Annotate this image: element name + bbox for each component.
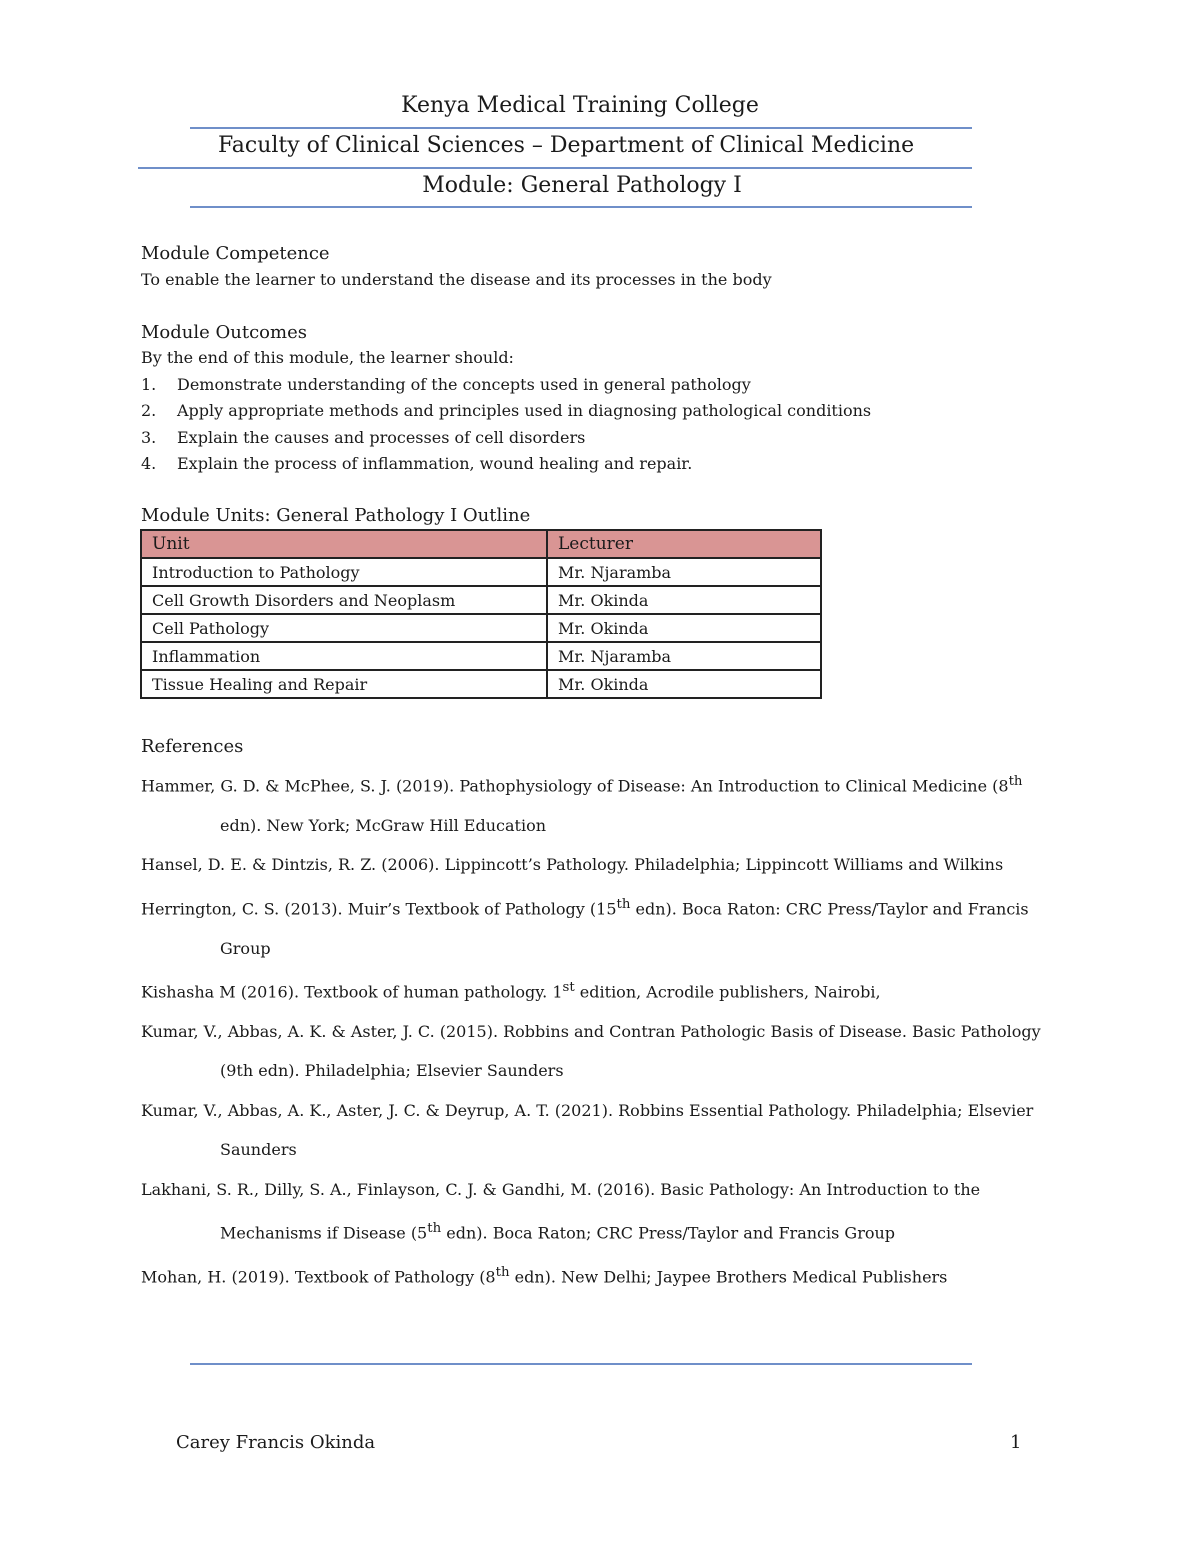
table-row: [141, 614, 821, 642]
reference-text-tail: edn). Boca Raton; CRC Press/Taylor and Francis Group: [441, 1223, 896, 1243]
lecturer-cell: Mr. Okinda: [547, 670, 821, 698]
institution-title: Kenya Medical Training College: [401, 93, 759, 118]
units-heading: Module Units: General Pathology I Outline: [141, 505, 531, 526]
reference-item: [141, 968, 1061, 1012]
list-number: 2.: [141, 401, 157, 421]
units-table: [140, 529, 822, 699]
list-item: [141, 453, 871, 479]
unit-cell: Introduction to Pathology: [141, 558, 547, 586]
reference-item: [141, 1170, 1061, 1253]
reference-text: Herrington, C. S. (2013). Muir’s Textbook of Pathology (15: [141, 899, 617, 919]
lecturer-cell: Mr. Njaramba: [547, 558, 821, 586]
reference-superscript: th: [616, 896, 631, 912]
header-rule-1: [190, 127, 972, 129]
list-item: [141, 427, 871, 453]
list-number: 1.: [141, 375, 157, 394]
list-item: [141, 400, 871, 426]
outcomes-heading: Module Outcomes: [141, 322, 307, 343]
footer-author: Carey Francis Okinda: [176, 1432, 376, 1453]
list-text: Demonstrate understanding of the concepts used in general pathology: [177, 375, 751, 394]
unit-cell: Cell Pathology: [141, 614, 547, 642]
unit-cell: Cell Growth Disorders and Neoplasm: [141, 586, 547, 614]
references-list: [141, 762, 1061, 1297]
reference-superscript: th: [1008, 774, 1023, 789]
reference-item: [141, 1012, 1061, 1091]
reference-text: Hansel, D. E. & Dintzis, R. Z. (2006). Lippincott’s Pathology. Philadelphia; Lippincott Williams and Wilkins: [141, 855, 1004, 875]
list-item: [141, 374, 871, 400]
table-row: [141, 642, 821, 670]
reference-text: Kishasha M (2016). Textbook of human pathology. 1: [141, 982, 563, 1002]
reference-item: [141, 762, 1061, 845]
reference-text: Kumar, V., Abbas, A. K. & Aster, J. C. (2015). Robbins and Contran Pathologic Basis of Disease. Basic Pathology (9th edn). Philadelphia; Elsevier Saunders: [141, 1021, 1041, 1081]
list-text: Explain the process of inflammation, wound healing and repair.: [177, 453, 693, 473]
references-heading: References: [141, 736, 244, 757]
table-row: [141, 558, 821, 586]
header-rule-2: [138, 167, 972, 169]
list-text: Apply appropriate methods and principles used in diagnosing pathological conditions: [177, 401, 872, 421]
list-text: Explain the causes and processes of cell disorders: [177, 427, 586, 447]
footer-rule: [190, 1363, 972, 1365]
reference-text: Mohan, H. (2019). Textbook of Pathology (8: [141, 1267, 496, 1287]
list-number: 4.: [141, 453, 157, 473]
lecturer-cell: Mr. Okinda: [547, 586, 821, 614]
reference-item: [141, 885, 1061, 968]
column-header-unit: Unit: [141, 530, 547, 558]
reference-text-tail: edn). New Delhi; Jaypee Brothers Medical Publishers: [509, 1267, 948, 1287]
reference-superscript: st: [562, 980, 575, 996]
header-rule-3: [190, 206, 972, 208]
table-header-row: [141, 530, 821, 558]
reference-text: Lakhani, S. R., Dilly, S. A., Finlayson, C. J. & Gandhi, M. (2016). Basic Pathology: An Introduction to the Mechanisms if Disease (5: [141, 1179, 981, 1243]
reference-item: [141, 1253, 1061, 1297]
reference-text: Kumar, V., Abbas, A. K., Aster, J. C. & Deyrup, A. T. (2021). Robbins Essential Pathology. Philadelphia; Elsevier Saunders: [141, 1100, 1034, 1160]
outcomes-intro: By the end of this module, the learner should:: [141, 348, 514, 367]
column-header-lecturer: Lecturer: [547, 530, 821, 558]
outcomes-list: [141, 374, 871, 479]
reference-text-tail: edition, Acrodile publishers, Nairobi,: [574, 982, 881, 1002]
lecturer-cell: Mr. Njaramba: [547, 642, 821, 670]
reference-item: [141, 845, 1061, 885]
faculty-title: Faculty of Clinical Sciences – Department of Clinical Medicine: [218, 133, 915, 158]
unit-cell: Tissue Healing and Repair: [141, 670, 547, 698]
module-title: Module: General Pathology I: [422, 173, 742, 198]
list-number: 3.: [141, 427, 157, 447]
page-number: 1: [1010, 1432, 1022, 1453]
table-row: [141, 670, 821, 698]
reference-item: [141, 1091, 1061, 1170]
unit-cell: Inflammation: [141, 642, 547, 670]
reference-superscript: th: [495, 1265, 510, 1281]
competence-text: To enable the learner to understand the disease and its processes in the body: [141, 270, 772, 289]
reference-text-tail: edn). New York; McGraw Hill Education: [220, 815, 546, 835]
reference-superscript: th: [427, 1221, 442, 1237]
competence-heading: Module Competence: [141, 243, 330, 264]
table-row: [141, 586, 821, 614]
reference-text-tail: edn). Boca Raton: CRC Press/Taylor and Francis Group: [220, 899, 1029, 958]
reference-text: Hammer, G. D. & McPhee, S. J. (2019). Pathophysiology of Disease: An Introduction to Clinical Medicine (8: [141, 776, 1009, 796]
lecturer-cell: Mr. Okinda: [547, 614, 821, 642]
